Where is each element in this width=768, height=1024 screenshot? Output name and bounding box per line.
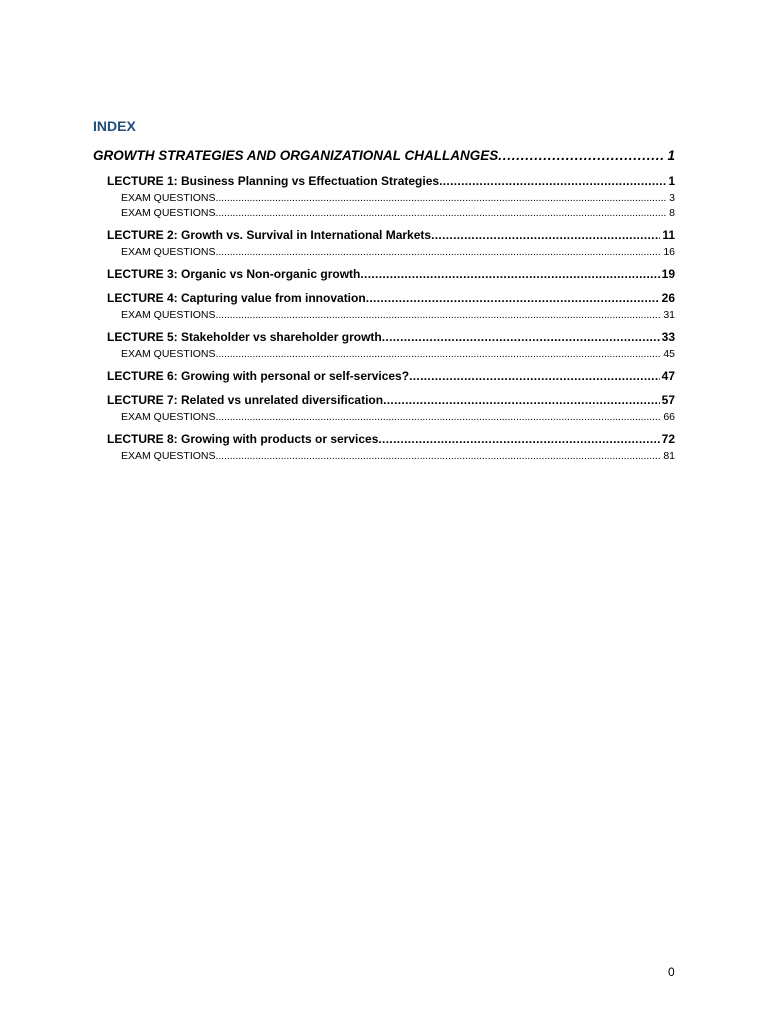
toc-entry-page: 47: [661, 369, 675, 383]
dot-leader: [409, 369, 660, 383]
toc-entry-title: EXAM QUESTIONS: [121, 450, 216, 462]
toc-part-page: 1: [667, 148, 675, 163]
toc-spacer: [93, 387, 675, 391]
toc-lecture-entry[interactable]: [93, 432, 675, 450]
toc-entry-title: EXAM QUESTIONS: [121, 348, 216, 360]
toc-entry-title: LECTURE 2: Growth vs. Survival in International Markets: [107, 228, 432, 242]
dot-leader: [216, 411, 662, 423]
table-of-contents: [93, 148, 675, 465]
toc-entry-title: LECTURE 6: Growing with personal or self-services?: [107, 369, 410, 383]
toc-exam-questions-entry[interactable]: [93, 309, 675, 324]
toc-lectures: [93, 174, 675, 465]
dot-leader: [498, 148, 665, 163]
toc-entry-page: 1: [668, 174, 675, 188]
toc-entry-title: EXAM QUESTIONS: [121, 246, 216, 258]
dot-leader: [382, 330, 660, 344]
dot-leader: [383, 393, 660, 407]
toc-entry-page: 45: [663, 348, 675, 360]
toc-spacer: [93, 222, 675, 226]
toc-lecture-entry[interactable]: [93, 369, 675, 387]
toc-entry-title: LECTURE 5: Stakeholder vs shareholder growth: [107, 330, 382, 344]
toc-entry-page: 26: [661, 291, 675, 305]
toc-exam-questions-entry[interactable]: [93, 411, 675, 426]
toc-entry-title: LECTURE 8: Growing with products or services: [107, 432, 379, 446]
dot-leader: [216, 309, 662, 321]
toc-part-title: GROWTH STRATEGIES AND ORGANIZATIONAL CHALLANGES: [93, 148, 499, 163]
toc-lecture-entry[interactable]: [93, 393, 675, 411]
toc-entry-page: 66: [663, 411, 675, 423]
toc-entry-title: LECTURE 3: Organic vs Non-organic growth: [107, 267, 361, 281]
toc-entry-page: 3: [669, 192, 675, 204]
toc-entry-title: EXAM QUESTIONS: [121, 411, 216, 423]
toc-entry-page: 81: [663, 450, 675, 462]
dot-leader: [216, 246, 662, 258]
toc-exam-questions-entry[interactable]: [93, 207, 675, 222]
dot-leader: [431, 228, 660, 242]
toc-entry-page: 19: [661, 267, 675, 281]
toc-entry-page: 57: [661, 393, 675, 407]
toc-entry-page: 72: [661, 432, 675, 446]
page-number: 0: [668, 965, 675, 979]
toc-entry-page: 8: [669, 207, 675, 219]
toc-entry-page: 11: [662, 228, 675, 242]
toc-entry-page: 33: [661, 330, 675, 344]
toc-exam-questions-entry[interactable]: [93, 348, 675, 363]
index-title: INDEX: [93, 118, 136, 134]
dot-leader: [439, 174, 666, 188]
toc-exam-questions-entry[interactable]: [93, 450, 675, 465]
toc-spacer: [93, 426, 675, 430]
toc-part-entry[interactable]: [93, 148, 675, 168]
toc-lecture-entry[interactable]: [93, 291, 675, 309]
toc-entry-title: LECTURE 7: Related vs unrelated diversification: [107, 393, 384, 407]
toc-lecture-entry[interactable]: [93, 174, 675, 192]
toc-spacer: [93, 285, 675, 289]
dot-leader: [216, 348, 662, 360]
toc-spacer: [93, 261, 675, 265]
toc-entry-title: EXAM QUESTIONS: [121, 192, 216, 204]
toc-spacer: [93, 324, 675, 328]
toc-lecture-entry[interactable]: [93, 267, 675, 285]
toc-entry-title: LECTURE 1: Business Planning vs Effectuation Strategies: [107, 174, 440, 188]
toc-exam-questions-entry[interactable]: [93, 192, 675, 207]
dot-leader: [216, 192, 668, 204]
dot-leader: [216, 207, 668, 219]
dot-leader: [216, 450, 662, 462]
toc-entry-title: EXAM QUESTIONS: [121, 309, 216, 321]
dot-leader: [378, 432, 659, 446]
toc-entry-page: 31: [663, 309, 675, 321]
toc-entry-page: 16: [663, 246, 675, 258]
toc-entry-title: LECTURE 4: Capturing value from innovation: [107, 291, 366, 305]
toc-lecture-entry[interactable]: [93, 330, 675, 348]
dot-leader: [360, 267, 659, 281]
toc-exam-questions-entry[interactable]: [93, 246, 675, 261]
toc-entry-title: EXAM QUESTIONS: [121, 207, 216, 219]
dot-leader: [366, 291, 660, 305]
toc-spacer: [93, 363, 675, 367]
toc-lecture-entry[interactable]: [93, 228, 675, 246]
